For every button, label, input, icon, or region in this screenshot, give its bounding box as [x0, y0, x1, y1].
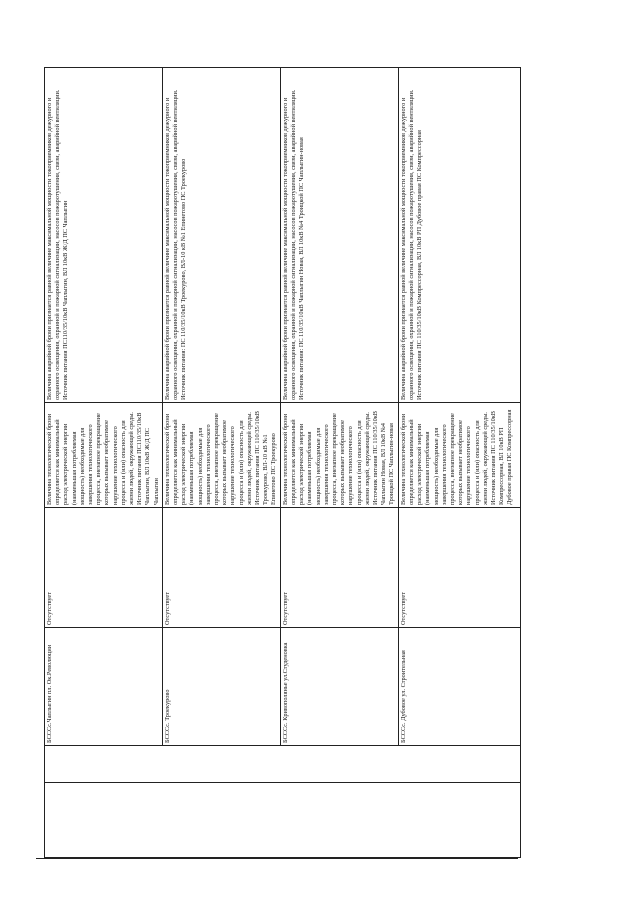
status-cell: Отсутствует — [398, 508, 520, 628]
blank-cell-1 — [45, 783, 521, 858]
rotated-table-container — [44, 68, 519, 858]
status-cell: Отсутствует — [45, 508, 163, 628]
tech-reserve-cell: Величина технологической брони определяется как минимальный расход электрической энергии (наименьшая потребляемая мощность) необходимые для завершения технологического процесса, внезапное прекращение которых вызывает необратимое нарушение технологического процесса и (или) опасность для жизни людей, окружающей среды. Источник питания ПС 110/35/10кВ Чаплыгин Новая, ВЛ 10кВ №4 Троицкой ПС Чаплыгин-новая — [280, 403, 398, 508]
object-cell: БСССс. Дубовое ул. Строительная — [398, 628, 520, 746]
object-cell: БСССс. Кривополянье ул.Студеновка — [280, 628, 398, 746]
object-cell: БСССс.Чаплыгин пл. Ок.Революции — [45, 628, 163, 746]
tech-reserve-cell: Величина технологической брони определяется как минимальный расход электрической энергии (наименьшая потребляемая мощность) необходимые для завершения технологического процесса, внезапное прекращение которых вызывает необратимое нарушение технологического процесса и (или) опасность для жизни людей, окружающей среды. Источник питания ПС 110/35/10кВ Троекурово, ВЛ-10 кВ №1 Епинетово ПС Троекурово — [162, 403, 280, 508]
emergency-reserve-cell: Величина аварийной брони признается равной величине максимальной мощности токоприемников дежурного и охранного освещения, охранной и пожарной сигнализации, насосов пожаротушения, связи, аварийной вентиляции. Источник питания: ПС 110/35/10кВ Чаплыгин Новая, ВЛ 10кВ №4 Троицкой ПС Чаплыгин-новая — [280, 68, 398, 403]
status-cell: Отсутствует — [162, 508, 280, 628]
blank-cell-2 — [45, 746, 521, 783]
bottom-rule — [36, 858, 518, 859]
table-row — [45, 68, 163, 858]
reserve-table — [44, 67, 521, 858]
emergency-reserve-cell: Величина аварийной брони признается равной величине максимальной мощности токоприемников дежурного и охранного освещения, охранной и пожарной сигнализации, насосов пожаротушения, связи, аварийной вентиляции. Источник питания ПС 110/35/10кВ Компрессорная, ВЛ 10кВ РП Дубовое правая ПС Компрессорная — [398, 68, 520, 403]
object-cell: БСССс. Троекурово — [162, 628, 280, 746]
tech-reserve-cell: Величина технологической брони определяется как минимальный расход электрической энергии (наименьшая потребляемая мощность) необходимые для завершения технологического процесса, внезапное прекращение которых вызывает необратимое нарушение технологического процесса и (или) опасность для жизни людей, окружающей среды. Источник питания ПС110/35/10кВ Чаплыгин, ВЛ 10кВ Ж/Д ПС Чаплыгин — [45, 403, 163, 508]
tech-reserve-cell: Величина технологической брони определяется как минимальный расход электрической энергии (наименьшая потребляемая мощность) необходимые для завершения технологического процесса, внезапное прекращение которых вызывает необратимое нарушение технологического процесса и (или) опасность для жизни людей, окружающей среды. Источник питания ПС 110/35/10кВ Компрессорная, ВЛ 10кВ РП Дубовое правая ПС Компрессорная — [398, 403, 520, 508]
status-cell: Отсутствует — [280, 508, 398, 628]
table-row — [398, 68, 520, 858]
emergency-reserve-cell: Величина аварийной брони признается равной величине максимальной мощности токоприемников дежурного и охранного освещения, охранной и пожарной сигнализации, насосов пожаротушения, связи, аварийной вентиляции. Источник питания: ПС 110/35/10кВ Троекурово, ВЛ-10 кВ №1 Епинетово ПС Троекурово — [162, 68, 280, 403]
table-row — [162, 68, 280, 858]
emergency-reserve-cell: Величина аварийной брони признается равной величине максимальной мощности токоприемников дежурного и охранного освещения, охранной и пожарной сигнализации, насосов пожаротушения, связи, аварийной вентиляции. Источник питания ПС110/35/10кВ Чаплыгин, ВЛ 10кВ Ж/Д ПС Чаплыгин — [45, 68, 163, 403]
table-row — [280, 68, 398, 858]
